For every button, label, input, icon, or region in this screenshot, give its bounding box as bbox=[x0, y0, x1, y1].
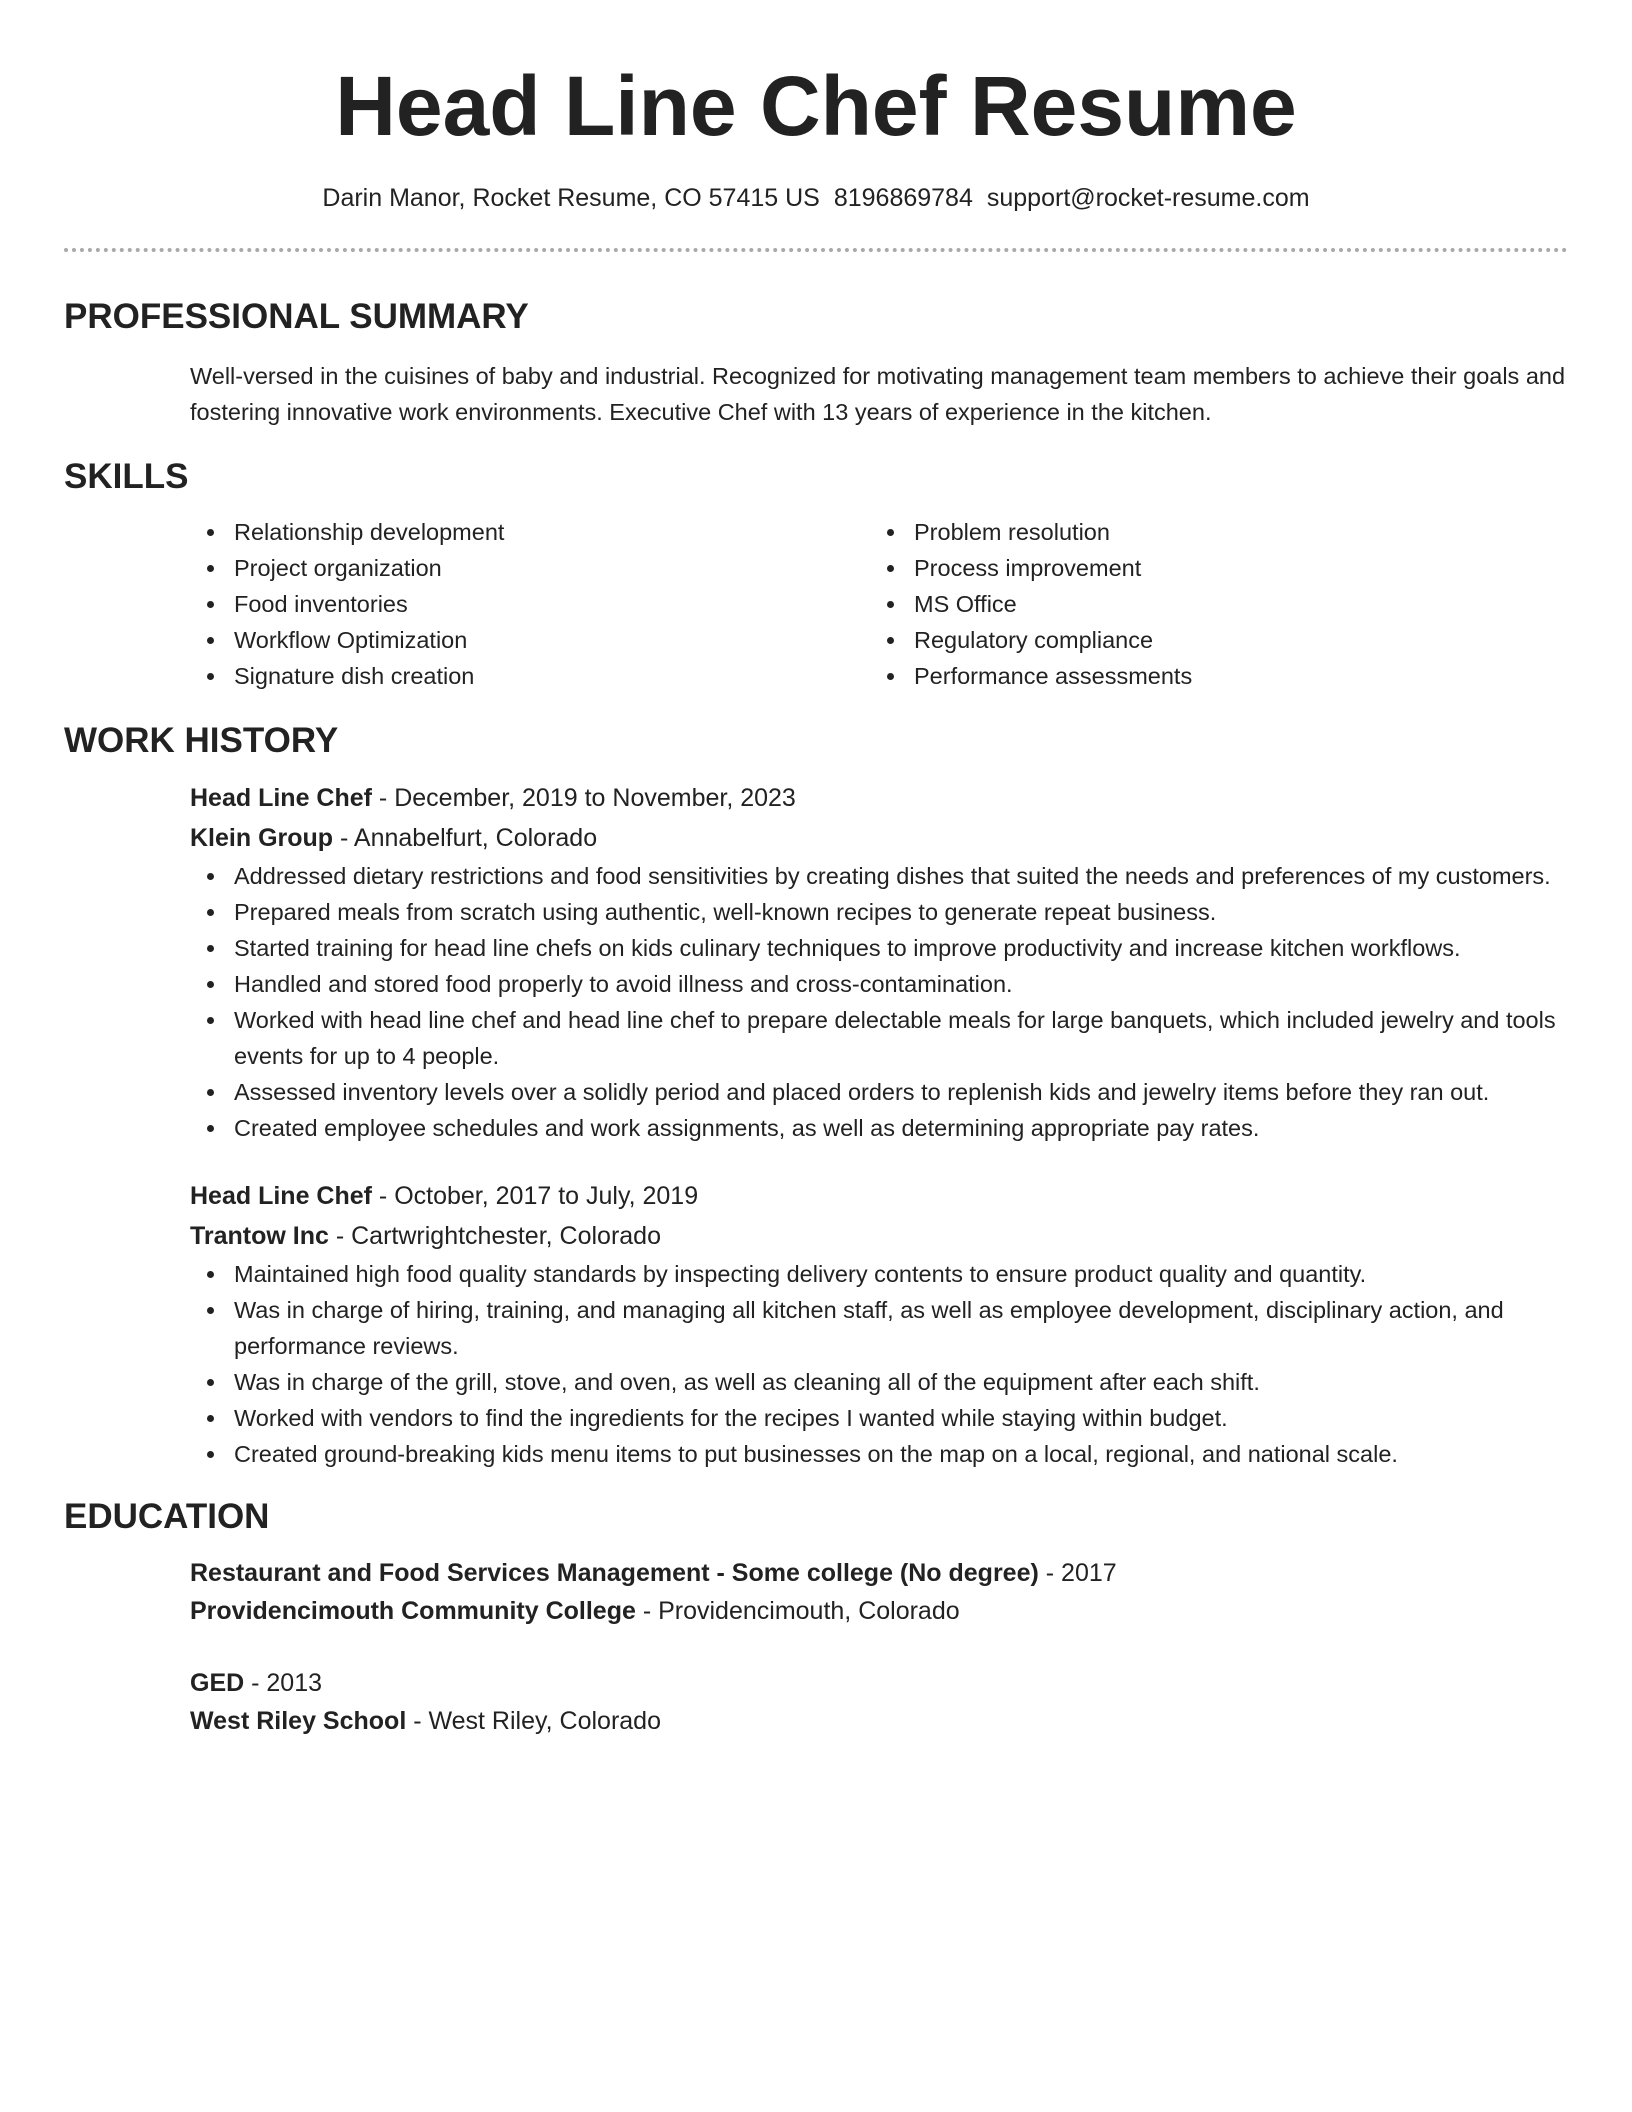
job-title: Head Line Chef bbox=[190, 1182, 372, 1210]
job-title-line bbox=[190, 778, 1568, 818]
job-company: Klein Group bbox=[190, 824, 334, 852]
duty-item: Created employee schedules and work assignments, as well as determining appropriate pay rates. bbox=[190, 1110, 1568, 1146]
job-duties bbox=[190, 1256, 1568, 1472]
education-location: - West Riley, Colorado bbox=[406, 1707, 661, 1735]
education-entry bbox=[190, 1664, 1568, 1740]
skill-item: Performance assessments bbox=[870, 658, 1550, 694]
contact-email: support@rocket-resume.com bbox=[986, 184, 1310, 212]
skills-list bbox=[190, 514, 1568, 694]
job-company-line bbox=[190, 818, 1568, 858]
job-dates: - December, 2019 to November, 2023 bbox=[371, 784, 796, 812]
skill-item: Regulatory compliance bbox=[870, 622, 1550, 658]
education-school-line bbox=[190, 1702, 1568, 1740]
job-title: Head Line Chef bbox=[190, 784, 372, 812]
job-duties bbox=[190, 858, 1568, 1146]
duty-item: Maintained high food quality standards by inspecting delivery contents to ensure product quality and quantity. bbox=[190, 1256, 1568, 1292]
duty-item: Was in charge of the grill, stove, and oven, as well as cleaning all of the equipment after each shift. bbox=[190, 1364, 1568, 1400]
contact-phone: 8196869784 bbox=[833, 184, 973, 212]
duty-item: Was in charge of hiring, training, and managing all kitchen staff, as well as employee development, disciplinary action, and performance reviews. bbox=[190, 1292, 1568, 1364]
resume-title: Head Line Chef Resume bbox=[335, 59, 1297, 153]
work-heading: WORK HISTORY bbox=[64, 721, 339, 760]
education-school: West Riley School bbox=[190, 1707, 407, 1735]
contact-line bbox=[64, 182, 1568, 214]
summary-heading: PROFESSIONAL SUMMARY bbox=[64, 297, 529, 336]
header-divider bbox=[64, 248, 1568, 252]
skill-item: Food inventories bbox=[190, 586, 870, 622]
job-company-line bbox=[190, 1216, 1568, 1256]
skill-item: Relationship development bbox=[190, 514, 870, 550]
skill-item: Process improvement bbox=[870, 550, 1550, 586]
education-school-line bbox=[190, 1592, 1568, 1630]
job-dates: - October, 2017 to July, 2019 bbox=[371, 1182, 699, 1210]
job-company: Trantow Inc bbox=[190, 1222, 329, 1250]
skill-item: Problem resolution bbox=[870, 514, 1550, 550]
contact-address: Darin Manor, Rocket Resume, CO 57415 US bbox=[322, 184, 820, 212]
education-school: Providencimouth Community College bbox=[190, 1597, 636, 1625]
education-entry bbox=[190, 1554, 1568, 1630]
skills-column-left bbox=[190, 514, 870, 694]
job-title-line bbox=[190, 1176, 1568, 1216]
education-degree-line bbox=[190, 1664, 1568, 1702]
education-degree: Restaurant and Food Services Management - Some college (No degree) bbox=[190, 1559, 1039, 1587]
resume-page bbox=[64, 0, 1568, 1740]
duty-item: Created ground-breaking kids menu items to put businesses on the map on a local, regional, and national scale. bbox=[190, 1436, 1568, 1472]
duty-item: Prepared meals from scratch using authentic, well-known recipes to generate repeat business. bbox=[190, 894, 1568, 930]
skills-column-right bbox=[870, 514, 1550, 694]
education-year: - 2017 bbox=[1038, 1559, 1117, 1587]
education-degree: GED bbox=[190, 1669, 245, 1697]
education-degree-line bbox=[190, 1554, 1568, 1592]
job-location: - Cartwrightchester, Colorado bbox=[328, 1222, 661, 1250]
skill-item: Signature dish creation bbox=[190, 658, 870, 694]
duty-item: Started training for head line chefs on kids culinary techniques to improve productivity and increase kitchen workflows. bbox=[190, 930, 1568, 966]
duty-item: Assessed inventory levels over a solidly period and placed orders to replenish kids and jewelry items before they ran out. bbox=[190, 1074, 1568, 1110]
education-heading: EDUCATION bbox=[64, 1497, 270, 1536]
education-location: - Providencimouth, Colorado bbox=[635, 1597, 960, 1625]
skills-heading: SKILLS bbox=[64, 457, 189, 496]
skill-item: Project organization bbox=[190, 550, 870, 586]
duty-item: Worked with head line chef and head line chef to prepare delectable meals for large banquets, which included jewelry and tools events for up to 4 people. bbox=[190, 1002, 1568, 1074]
summary-text: Well-versed in the cuisines of baby and industrial. Recognized for motivating management team members to achieve their goals and fostering innovative work environments. Executive Chef with 13 years of experience in the kitchen. bbox=[190, 363, 1566, 425]
skill-item: MS Office bbox=[870, 586, 1550, 622]
job-location: - Annabelfurt, Colorado bbox=[333, 824, 598, 852]
education-year: - 2013 bbox=[244, 1669, 323, 1697]
job-entry bbox=[190, 1176, 1568, 1472]
skill-item: Workflow Optimization bbox=[190, 622, 870, 658]
duty-item: Worked with vendors to find the ingredients for the recipes I wanted while staying within budget. bbox=[190, 1400, 1568, 1436]
job-entry bbox=[190, 778, 1568, 1146]
duty-item: Handled and stored food properly to avoid illness and cross-contamination. bbox=[190, 966, 1568, 1002]
duty-item: Addressed dietary restrictions and food sensitivities by creating dishes that suited the needs and preferences of my customers. bbox=[190, 858, 1568, 894]
